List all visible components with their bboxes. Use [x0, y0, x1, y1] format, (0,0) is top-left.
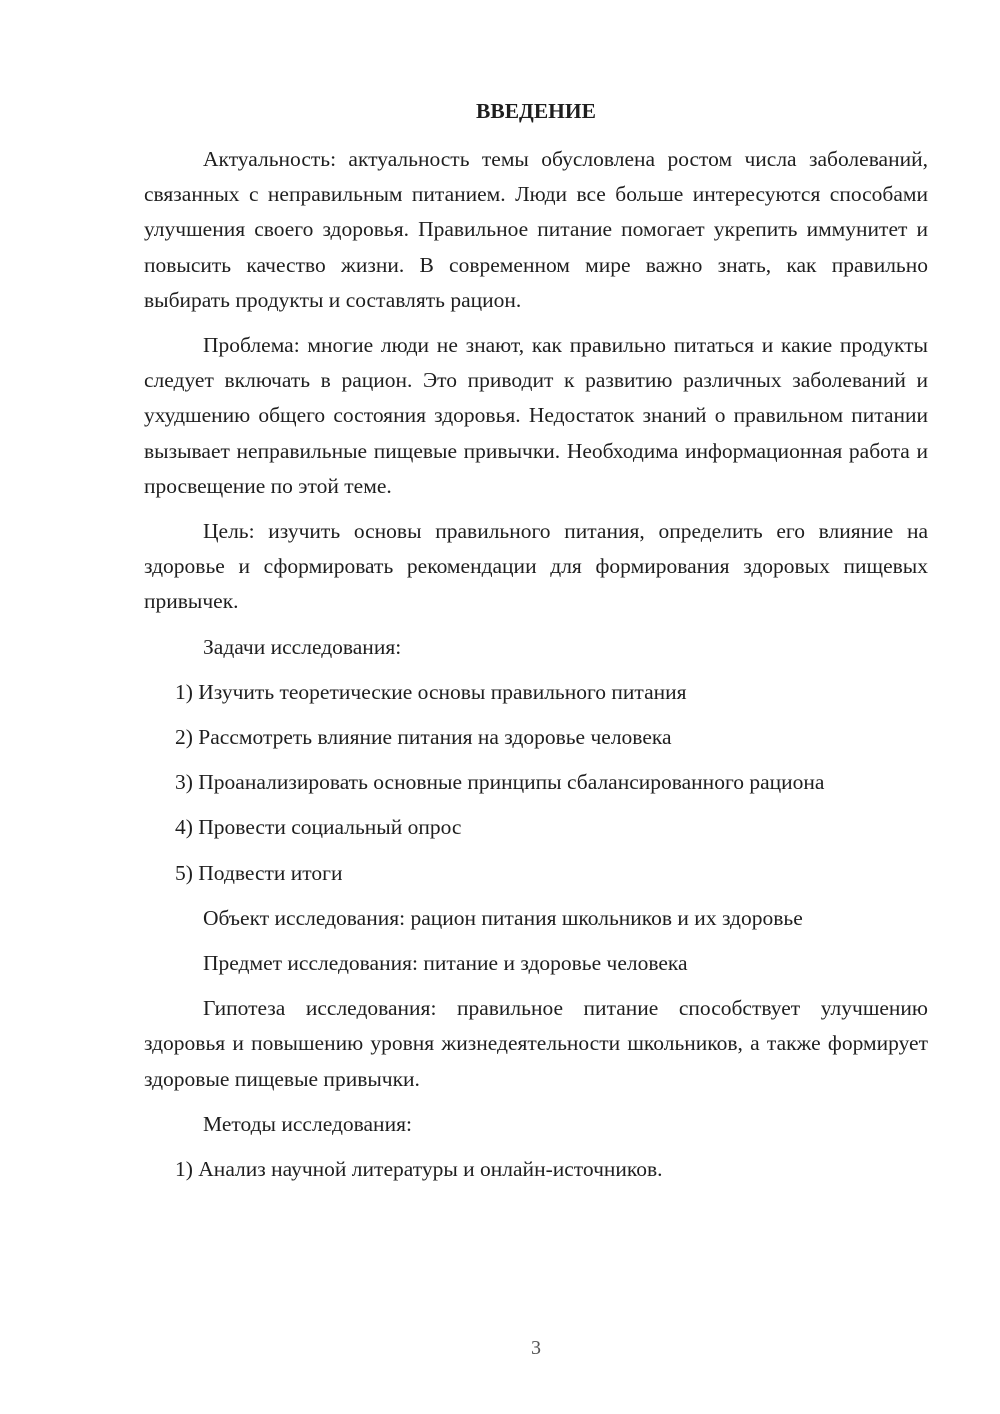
document-body — [144, 142, 928, 1197]
problem-paragraph: Проблема: многие люди не знают, как правильно питаться и какие продукты следует включать в рацион. Это приводит к развитию различных заболеваний и ухудшению общего состояния здоровья. Недостаток знаний о правильном питании вызывает неправильные пищевые привычки. Необходима информационная работа и просвещение по этой теме. — [144, 333, 928, 498]
research-object: Объект исследования: рацион питания школьников и их здоровье — [203, 905, 803, 930]
goal-paragraph: Цель: изучить основы правильного питания, определить его влияние на здоровье и сформировать рекомендации для формирования здоровых пищевых привычек. — [144, 519, 928, 614]
task-item: 5) Подвести итоги — [175, 860, 343, 885]
task-item: 4) Провести социальный опрос — [175, 815, 462, 840]
task-item: 1) Изучить теоретические основы правильного питания — [175, 679, 687, 704]
research-hypothesis: Гипотеза исследования: правильное питание способствует улучшению здоровья и повышению уровня жизнедеятельности школьников, а также формирует здоровые пищевые привычки. — [144, 996, 928, 1091]
page-number: 3 — [531, 1337, 541, 1359]
tasks-label: Задачи исследования: — [203, 634, 402, 659]
method-item: 1) Анализ научной литературы и онлайн-источников. — [175, 1157, 663, 1182]
research-subject: Предмет исследования: питание и здоровье человека — [203, 951, 688, 976]
methods-label: Методы исследования: — [203, 1111, 412, 1136]
task-item: 2) Рассмотреть влияние питания на здоровье человека — [175, 725, 672, 750]
task-item: 3) Проанализировать основные принципы сбалансированного рациона — [175, 770, 825, 795]
relevance-paragraph: Актуальность: актуальность темы обусловлена ростом числа заболеваний, связанных с неправильным питанием. Люди все больше интересуются способами улучшения своего здоровья. Правильное питание помогает укрепить иммунитет и повысить качество жизни. В современном мире важно знать, как правильно выбирать продукты и составлять рацион. — [144, 147, 928, 312]
section-heading: ВВЕДЕНИЕ — [476, 99, 596, 123]
